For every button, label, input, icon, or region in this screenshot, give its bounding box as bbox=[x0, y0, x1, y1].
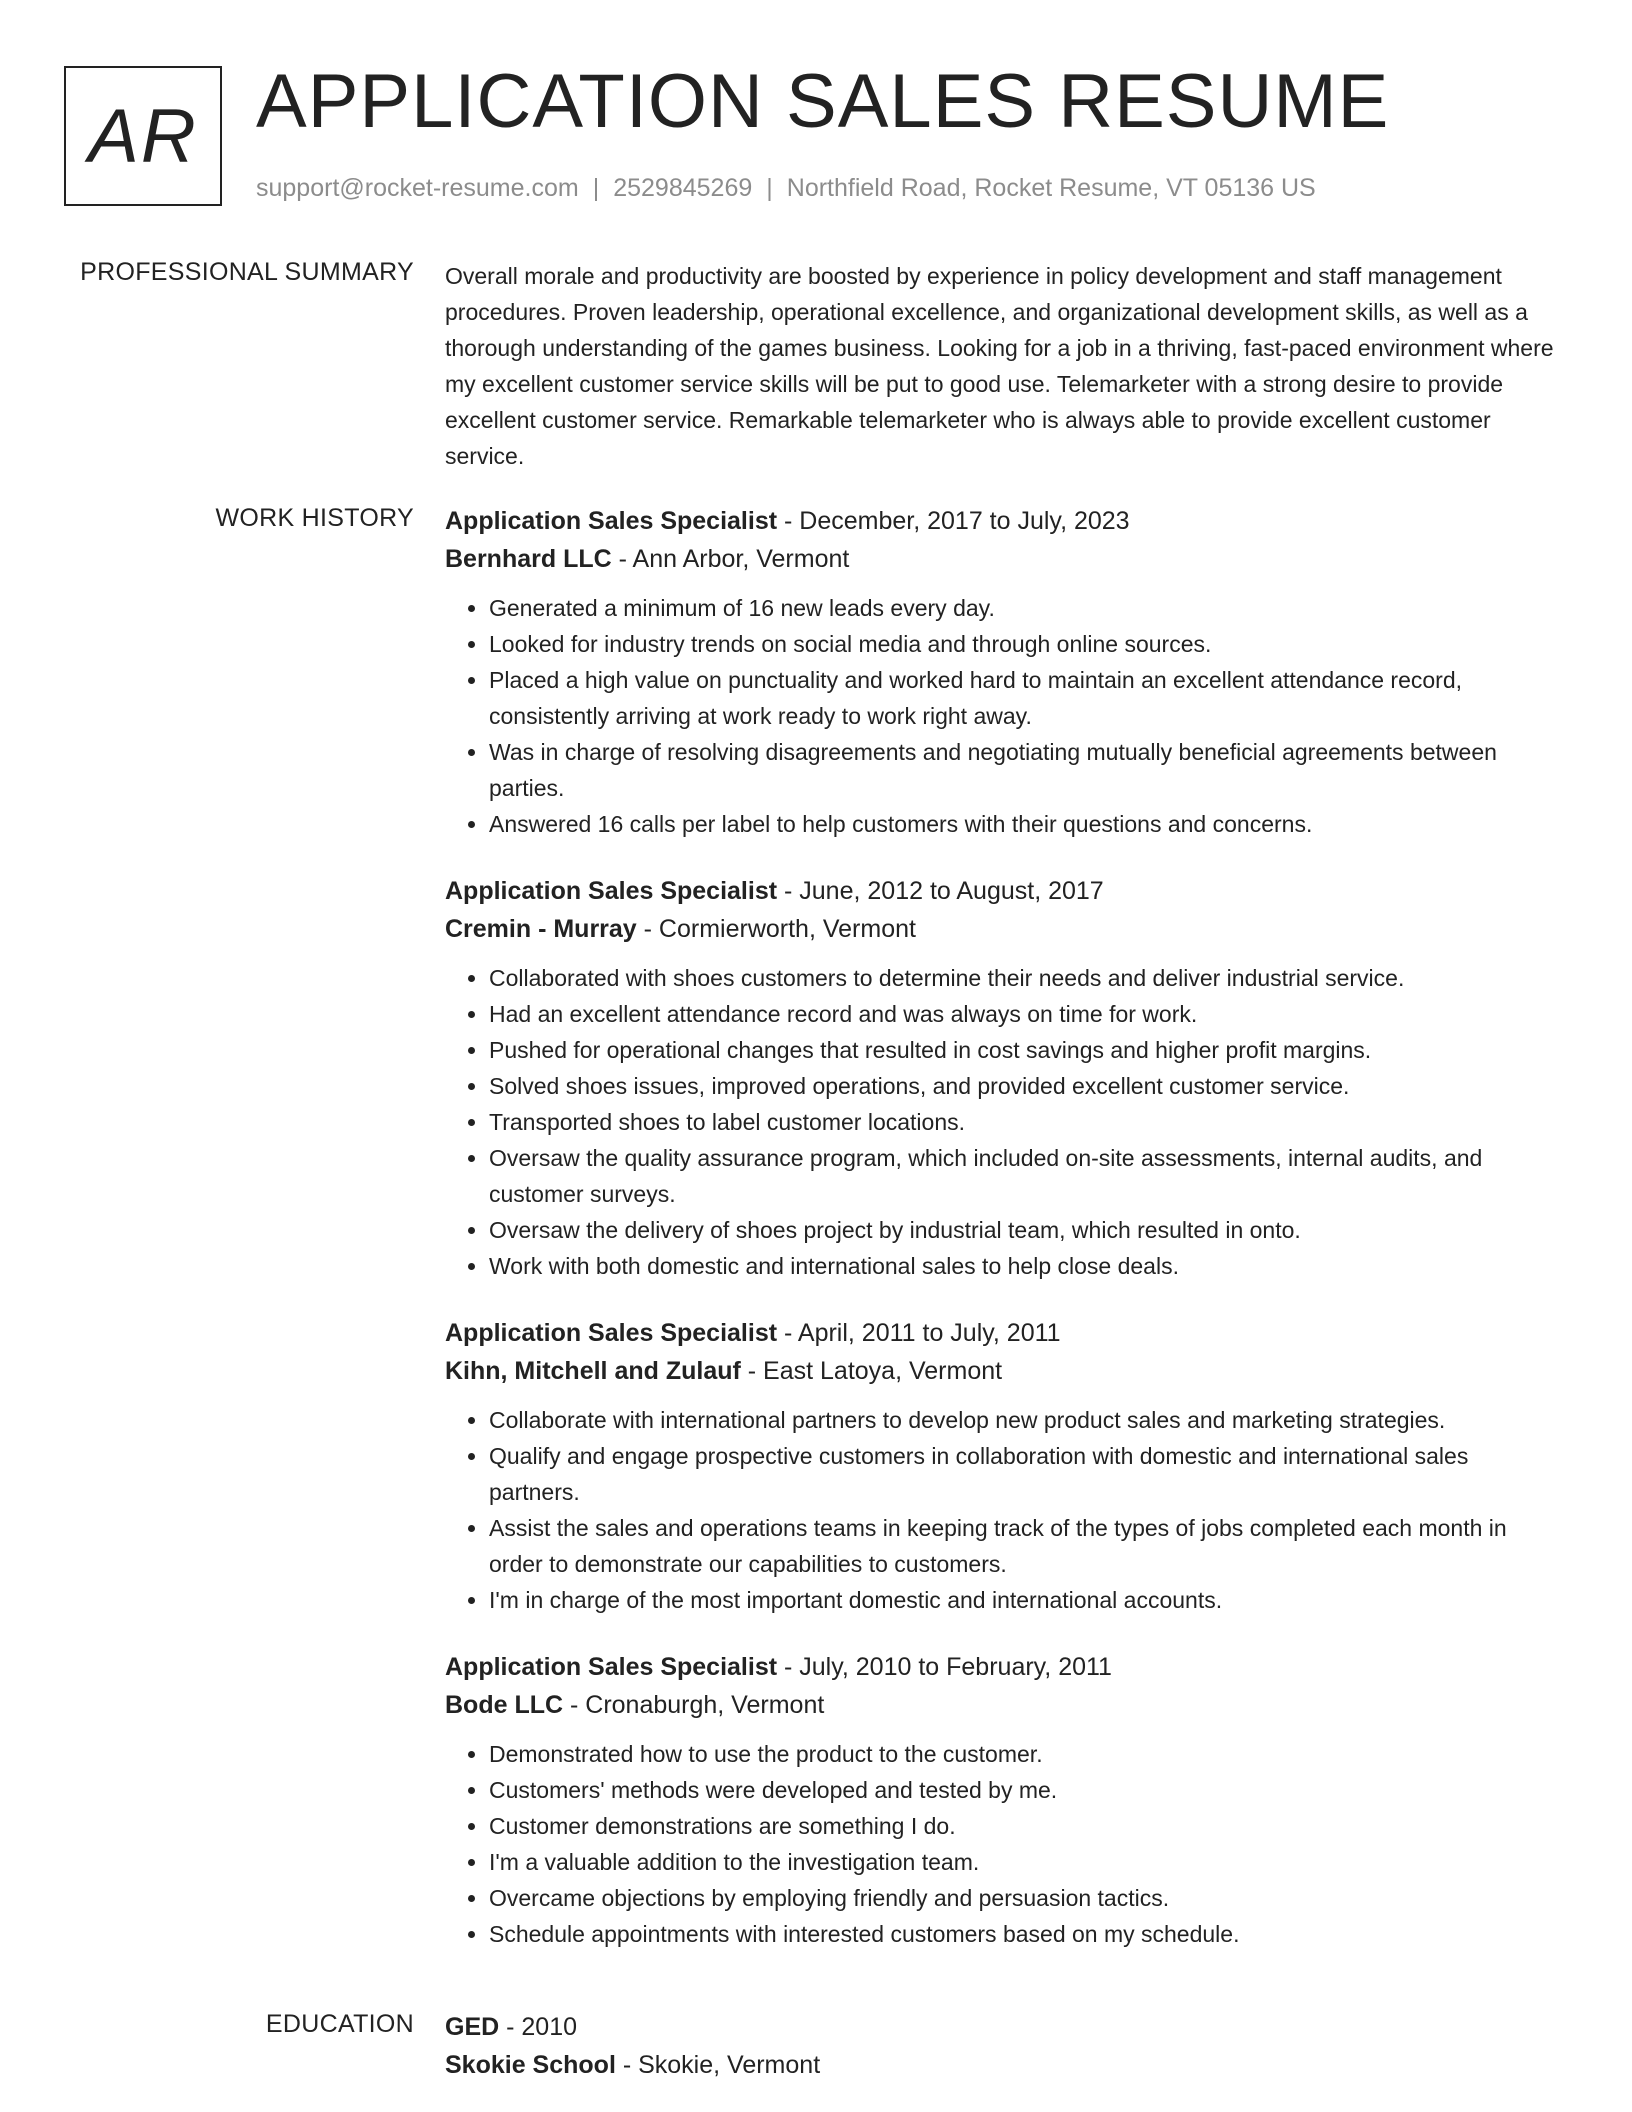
job-title-line bbox=[445, 1314, 1565, 1352]
company-line bbox=[445, 1352, 1565, 1390]
duty-list bbox=[445, 1402, 1565, 1618]
company-line bbox=[445, 910, 1565, 948]
company-name: Bode LLC bbox=[445, 1691, 564, 1719]
contact-line bbox=[256, 174, 1316, 203]
duty-item: • Schedule appointments with interested customers based on my schedule. bbox=[489, 1916, 1565, 1952]
company-name: Cremin - Murray bbox=[445, 915, 637, 943]
duty-item: • I'm a valuable addition to the investigation team. bbox=[489, 1844, 1565, 1880]
education-degree-line bbox=[445, 2008, 1565, 2046]
duty-item: • Transported shoes to label customer locations. bbox=[489, 1104, 1565, 1140]
duty-item: • I'm in charge of the most important domestic and international accounts. bbox=[489, 1582, 1565, 1618]
education-school: Skokie School bbox=[445, 2051, 616, 2079]
job-dates: - December, 2017 to July, 2023 bbox=[777, 507, 1130, 535]
job-dates: - July, 2010 to February, 2011 bbox=[777, 1653, 1112, 1681]
resume-header bbox=[64, 59, 1584, 210]
duty-item: • Was in charge of resolving disagreements and negotiating mutually beneficial agreements between parties. bbox=[489, 734, 1565, 806]
duty-item: • Qualify and engage prospective customers in collaboration with domestic and international sales partners. bbox=[489, 1438, 1565, 1510]
company-line bbox=[445, 1686, 1565, 1724]
duty-item: • Collaborated with shoes customers to determine their needs and deliver industrial service. bbox=[489, 960, 1565, 996]
job-entry bbox=[445, 1314, 1565, 1618]
job-entry bbox=[445, 1648, 1565, 1952]
duty-item: • Generated a minimum of 16 new leads every day. bbox=[489, 590, 1565, 626]
duty-item: • Oversaw the quality assurance program, which included on-site assessments, internal audits, and customer surveys. bbox=[489, 1140, 1565, 1212]
duty-item: • Collaborate with international partners to develop new product sales and marketing strategies. bbox=[489, 1402, 1565, 1438]
job-title-line bbox=[445, 502, 1565, 540]
duty-item: • Answered 16 calls per label to help customers with their questions and concerns. bbox=[489, 806, 1565, 842]
education-degree: GED bbox=[445, 2013, 500, 2041]
company-location: - East Latoya, Vermont bbox=[740, 1357, 1003, 1385]
section-label-work-history: WORK HISTORY bbox=[215, 504, 414, 532]
contact-separator: | bbox=[592, 174, 600, 202]
duty-item: • Oversaw the delivery of shoes project by industrial team, which resulted in onto. bbox=[489, 1212, 1565, 1248]
company-location: - Cronaburgh, Vermont bbox=[563, 1691, 825, 1719]
contact-address: Northfield Road, Rocket Resume, VT 05136 US bbox=[786, 174, 1316, 202]
education-school-line bbox=[445, 2046, 1565, 2084]
company-line bbox=[445, 540, 1565, 578]
monogram-badge: AR bbox=[64, 66, 222, 206]
duty-list bbox=[445, 590, 1565, 842]
section-label-summary: PROFESSIONAL SUMMARY bbox=[80, 258, 414, 286]
contact-separator: | bbox=[766, 174, 773, 202]
contact-email[interactable]: support@rocket-resume.com bbox=[256, 174, 579, 202]
company-name: Kihn, Mitchell and Zulauf bbox=[445, 1357, 741, 1385]
job-title: Application Sales Specialist bbox=[445, 507, 778, 535]
duty-item: • Customer demonstrations are something I do. bbox=[489, 1808, 1565, 1844]
education-location: - Skokie, Vermont bbox=[615, 2051, 821, 2079]
job-title: Application Sales Specialist bbox=[445, 877, 778, 905]
duty-item: • Assist the sales and operations teams in keeping track of the types of jobs completed each month in order to demonstrate our capabilities to customers. bbox=[489, 1510, 1565, 1582]
resume-title: APPLICATION SALES RESUME bbox=[256, 59, 1390, 144]
company-location: - Cormierworth, Vermont bbox=[636, 915, 916, 943]
duty-item: • Solved shoes issues, improved operations, and provided excellent customer service. bbox=[489, 1068, 1565, 1104]
job-dates: - June, 2012 to August, 2017 bbox=[777, 877, 1104, 905]
contact-phone[interactable]: 2529845269 bbox=[613, 174, 753, 202]
duty-item: • Customers' methods were developed and tested by me. bbox=[489, 1772, 1565, 1808]
job-entry bbox=[445, 872, 1565, 1284]
job-entry bbox=[445, 502, 1565, 842]
job-dates: - April, 2011 to July, 2011 bbox=[777, 1319, 1061, 1347]
company-name: Bernhard LLC bbox=[445, 545, 612, 573]
company-location: - Ann Arbor, Vermont bbox=[611, 545, 850, 573]
section-label-education: EDUCATION bbox=[265, 2010, 414, 2038]
duty-item: • Placed a high value on punctuality and worked hard to maintain an excellent attendance record, consistently arriving at work ready to work right away. bbox=[489, 662, 1565, 734]
duty-item: • Had an excellent attendance record and was always on time for work. bbox=[489, 996, 1565, 1032]
education-year: - 2010 bbox=[499, 2013, 578, 2041]
duty-item: • Demonstrated how to use the product to the customer. bbox=[489, 1736, 1565, 1772]
job-title-line bbox=[445, 872, 1565, 910]
duty-list bbox=[445, 1736, 1565, 1952]
duty-item: • Looked for industry trends on social media and through online sources. bbox=[489, 626, 1565, 662]
duty-item: • Pushed for operational changes that resulted in cost savings and higher profit margins. bbox=[489, 1032, 1565, 1068]
job-title: Application Sales Specialist bbox=[445, 1319, 778, 1347]
duty-list bbox=[445, 960, 1565, 1284]
summary-text: Overall morale and productivity are boosted by experience in policy development and staff management procedures. Proven leadership, operational excellence, and organizational development skills, as well as a thorough understanding of the games business. Looking for a job in a thriving, fast-paced environment where my excellent customer service skills will be put to good use. Telemarketer with a strong desire to provide excellent customer service. Remarkable telemarketer who is always able to provide excellent customer service. bbox=[445, 263, 1554, 469]
job-title-line bbox=[445, 1648, 1565, 1686]
duty-item: • Overcame objections by employing friendly and persuasion tactics. bbox=[489, 1880, 1565, 1916]
job-title: Application Sales Specialist bbox=[445, 1653, 778, 1681]
duty-item: • Work with both domestic and international sales to help close deals. bbox=[489, 1248, 1565, 1284]
